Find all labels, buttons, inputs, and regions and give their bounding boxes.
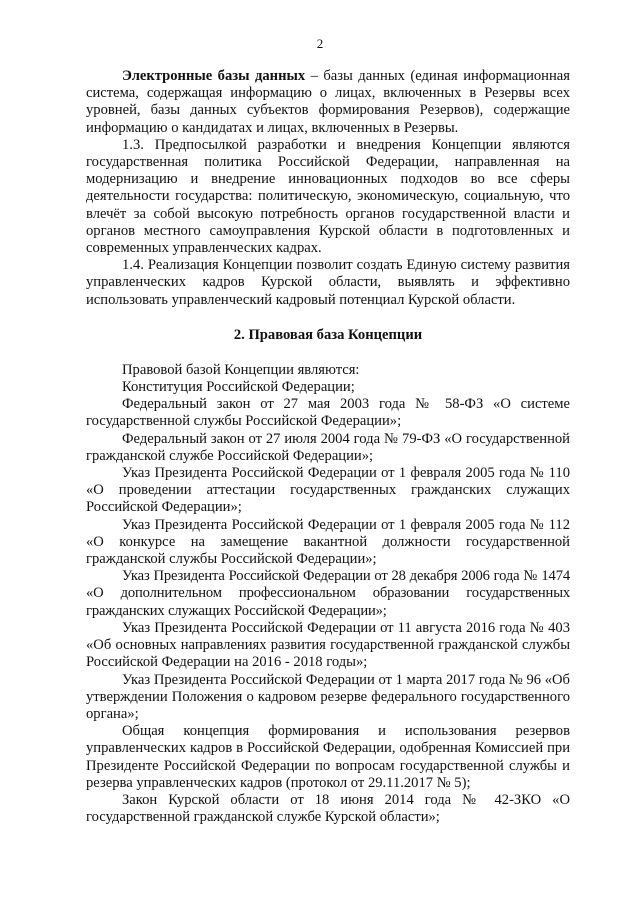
section-heading: 2. Правовая база Концепции — [233, 326, 423, 343]
legal-basis-item: Закон Курской области от 18 июня 2014 года № 42-ЗКО «О государственной гражданской службе Курской области»; — [86, 791, 570, 826]
definition-paragraph — [86, 68, 570, 137]
legal-basis-item: Указ Президента Российской Федерации от 1 марта 2017 года № 96 «Об утверждении Положения о кадровом резерве федерального государственного органа»; — [86, 671, 570, 722]
paragraph-1-4: 1.4. Реализация Концепции позволит создать Единую систему развития управленческих кадров Курской области, выявлять и эффективно использовать управленческий кадровый потенциал Курской области. — [86, 257, 570, 308]
paragraph-1-3: 1.3. Предпосылкой разработки и внедрения Концепции являются государственная политика Российской Федерации, направленная на модернизацию и внедрение инновационных подходов во все сферы деятельности государства: политическую, экономическую, социальную, что влечёт за собой высокую потребность органов государственной власти и органов местного самоуправления Курской области в подготовленных и современных управленческих кадрах. — [86, 136, 570, 257]
legal-basis-intro: Правовой базой Концепции являются: — [122, 361, 360, 378]
definition-text: – базы данных (единая информационная система, содержащая информацию о лицах, включенных в Резервы всех уровней, базы данных субъектов формирования Резервов), содержащие информацию о кандидатах и лицах, включенных в Резервы. — [86, 68, 570, 136]
legal-basis-item: Указ Президента Российской Федерации от 1 февраля 2005 года № 110 «О проведении аттестации государственных гражданских служащих Российской Федерации»; — [86, 465, 570, 516]
page-number: 2 — [316, 36, 324, 51]
legal-basis-item: Конституция Российской Федерации; — [122, 379, 355, 396]
legal-basis-item: Федеральный закон от 27 июля 2004 года № 79-ФЗ «О государственной гражданской службе Российской Федерации»; — [86, 430, 570, 464]
legal-basis-item: Указ Президента Российской Федерации от 28 декабря 2006 года № 1474 «О дополнительном профессиональном образовании государственных гражданских служащих Российской Федерации»; — [86, 568, 570, 619]
legal-basis-item: Федеральный закон от 27 мая 2003 года № 58-ФЗ «О системе государственной службы Российской Федерации»; — [86, 396, 570, 430]
legal-basis-item: Указ Президента Российской Федерации от 11 августа 2016 года № 403 «Об основных направлениях развития государственной гражданской службы Российской Федерации на 2016 - 2018 годы»; — [86, 619, 570, 671]
legal-basis-item: Указ Президента Российской Федерации от 1 февраля 2005 года № 112 «О конкурсе на замещение вакантной должности государственной гражданской службы Российской Федерации»; — [86, 516, 570, 568]
document-body — [86, 68, 570, 826]
definition-term: Электронные базы данных — [122, 68, 306, 84]
legal-basis-item: Общая концепция формирования и использования резервов управленческих кадров в Российской Федерации, одобренная Комиссией при Президенте Российской Федерации по вопросам государственной службы и резерва управленческих кадров (протокол от 29.11.2017 № 5); — [86, 723, 570, 791]
